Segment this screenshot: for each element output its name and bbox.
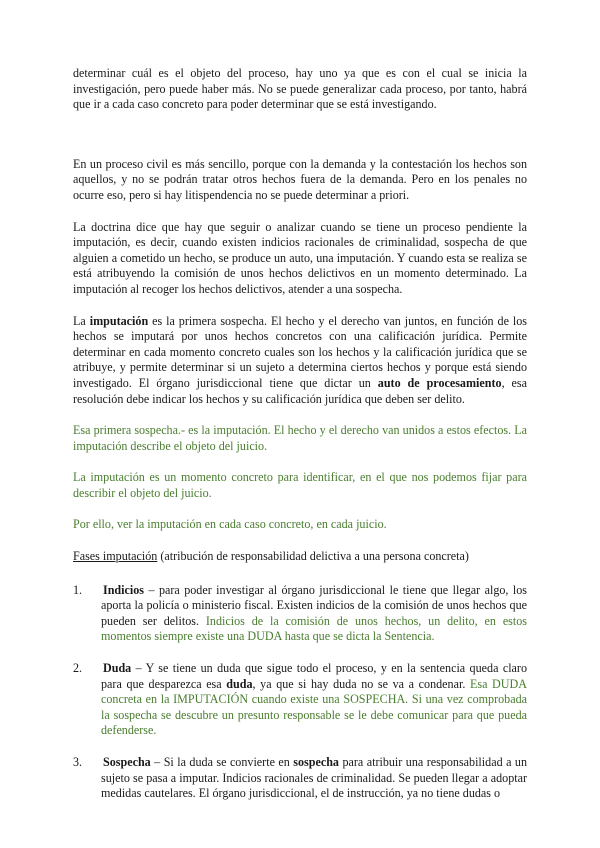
- green-note-1: Esa primera sospecha.- es la imputación. El hecho y el derecho van unidos a estos efectos. La imputación describe el objeto del juicio.: [73, 423, 527, 453]
- list-text: – para poder investigar al órgano jurisdiccional le tiene que llegar algo, los aporta la policía o ministerio fiscal. Existen indicios de la comisión de unos hechos que pueden ser delitos.: [101, 582, 527, 628]
- list-item: [73, 583, 527, 645]
- fases-title: Fases imputación: [73, 549, 158, 564]
- p3-pre: La: [73, 313, 90, 328]
- list-term: Duda: [103, 661, 132, 676]
- p3-bold-imputacion: imputación: [89, 313, 149, 328]
- list-number: 3.: [73, 755, 83, 769]
- paragraph-doctrina: La doctrina dice que hay que seguir o analizar cuando se tiene un proceso pendiente la imputación, es decir, cuando existen indicios racionales de criminalidad, sospecha de que alguien a cometido un hecho, se produce un auto, una imputación. Y cuando esta se realiza se está atribuyendo la comisión de unos hechos delictivos en un momento determinado. La imputación al recoger los hechos delictivos, atender a una sospecha.: [73, 219, 527, 296]
- list-text: , ya que si hay duda no se va a condenar.: [252, 676, 470, 691]
- list-term: Indicios: [103, 582, 144, 597]
- list-number: 1.: [73, 582, 83, 597]
- list-item: [73, 661, 527, 739]
- list-bold: sospecha: [293, 755, 339, 769]
- list-bold: duda: [226, 676, 253, 691]
- list-item: [73, 755, 527, 802]
- p3-mid: es la primera sospecha. El hecho y el derecho van juntos, en función de los hechos se imputará por unos hechos concretos con una calificación jurídica. Permite determinar en cada momento concreto cuales son los hechos y la calificación jurídica que se atribuye, y permite determinar si un sujeto a determina ciertos hechos y porque está siendo investigado. El órgano jurisdiccional tiene que dictar un: [73, 313, 528, 390]
- list-green-note: Esa DUDA concreta en la IMPUTACIÓN cuando existe una SOSPECHA. Si una vez comprobada la sospecha se descubre un presunto responsable se le debe comunicar para que pueda defenderse.: [101, 676, 527, 738]
- list-body: [101, 661, 527, 739]
- list-text: – Y se tiene un duda que sigue todo el proceso, y en la sentencia queda claro para que desparezca esa: [101, 661, 527, 691]
- list-text: – Si la duda se convierte en: [150, 755, 294, 769]
- intro-paragraph: determinar cuál es el objeto del proceso, hay uno ya que es con el cual se inicia la investigación, pero puede haber más. No se puede generalizar cada proceso, por tanto, habrá que ir a cada caso concreto para poder determinar que se está investigando.: [73, 66, 527, 112]
- green-note-2: La imputación es un momento concreto para identificar, en el que nos podemos fijar para describir el objeto del juicio.: [73, 470, 527, 500]
- list-body: [101, 755, 527, 802]
- paragraph-proceso-civil: En un proceso civil es más sencillo, porque con la demanda y la contestación los hechos son aquellos, y no se podrán tratar otros hechos fuera de la demanda. Pero en los penales no ocurre eso, pero si hay litispendencia no se puede determinar a priori.: [73, 156, 527, 202]
- list-text: para atribuir una responsabilidad a un sujeto se pasa a imputar. Indicios racionales de criminalidad. Se pueden llegar a adoptar medidas cautelares. El órgano jurisdiccional, el de instrucción, ya no tiene dudas o: [101, 755, 527, 801]
- list-green-note: Indicios de la comisión de unos hechos, un delito, en estos momentos siempre existe una DUDA hasta que se dicta la Sentencia.: [101, 613, 528, 644]
- paragraph-imputacion: [73, 314, 527, 408]
- green-note-3: Por ello, ver la imputación en cada caso concreto, en cada juicio.: [73, 517, 387, 532]
- fases-rest: (atribución de responsabilidad delictiva a una persona concreta): [157, 549, 469, 564]
- p3-bold-auto: auto de procesamiento: [377, 375, 502, 390]
- list-body: [101, 583, 527, 645]
- list-term: Sospecha: [103, 755, 151, 769]
- list-number: 2.: [73, 661, 83, 676]
- p3-post: , esa resolución debe indicar los hechos y su calificación jurídica que deben ser delito.: [73, 375, 527, 406]
- fases-heading: [73, 549, 527, 565]
